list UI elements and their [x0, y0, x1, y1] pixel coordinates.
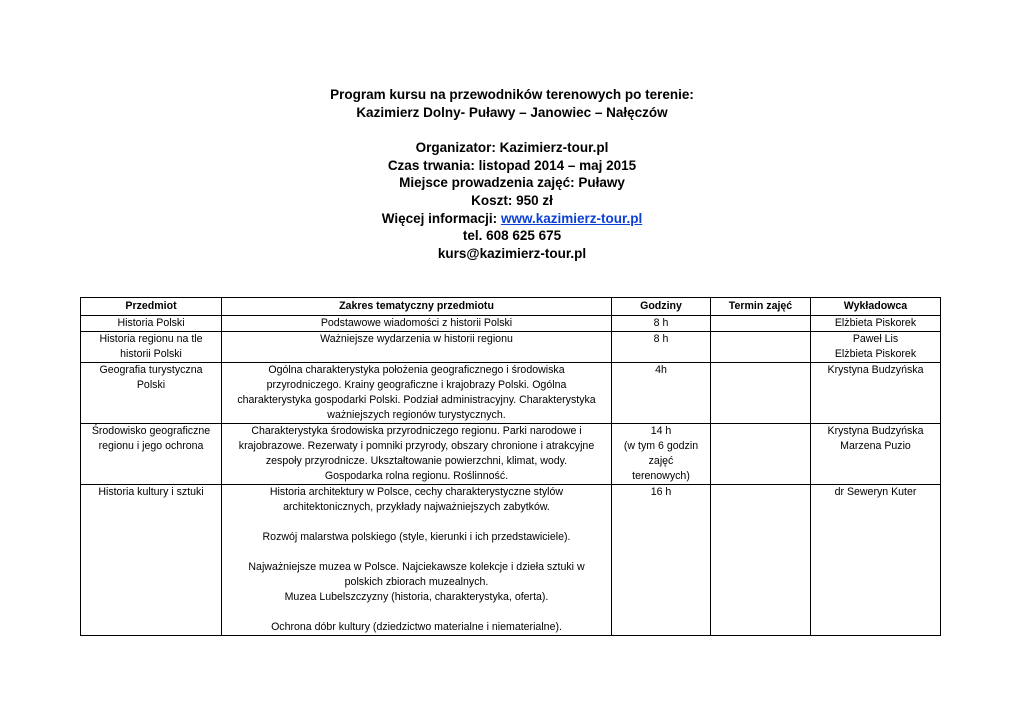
cell-scope	[222, 316, 612, 332]
table-row	[81, 424, 941, 485]
table-row	[81, 485, 941, 636]
cell-line: Polski	[136, 379, 166, 391]
course-program-table	[80, 297, 941, 636]
cell-line: przyrodniczego. Krainy geograficzne i krajobrazy Polski. Ogólna	[266, 379, 567, 391]
cell-line: dr Seweryn Kuter	[834, 486, 917, 498]
cell-line: Elżbieta Piskorek	[834, 317, 917, 329]
cell-line: 8 h	[653, 317, 669, 329]
col-header-hours: Godziny	[612, 298, 711, 316]
cell-line: Historia regionu na tle	[99, 333, 203, 345]
col-header-date: Termin zajęć	[711, 298, 811, 316]
cell-scope	[222, 363, 612, 424]
table-body	[81, 316, 941, 636]
cell-date	[711, 316, 811, 332]
cell-scope	[222, 424, 612, 485]
cell-line: (w tym 6 godzin	[623, 440, 699, 452]
cell-line: Podstawowe wiadomości z historii Polski	[320, 317, 513, 329]
cell-line: polskich zbiorach muzealnych.	[344, 576, 489, 588]
cell-line: Ogólna charakterystyka położenia geograficznego i środowiska	[268, 364, 565, 376]
cell-line: regionu i jego ochrona	[98, 440, 204, 452]
cell-line: 14 h	[650, 425, 672, 437]
col-header-subject: Przedmiot	[81, 298, 222, 316]
cell-line: Elżbieta Piskorek	[834, 348, 917, 360]
cell-line: Ochrona dóbr kultury (dziedzictwo materialne i niematerialne).	[271, 621, 562, 633]
cell-line: historii Polski	[120, 348, 182, 360]
more-info-label: Więcej informacji:	[381, 210, 501, 226]
cell-line: ważniejszych regionów turystycznych.	[327, 409, 506, 421]
duration: Czas trwania: listopad 2014 – maj 2015	[387, 157, 637, 173]
cell-line: Najważniejsze muzea w Polsce. Najciekawsze kolekcje i dzieła sztuki w	[248, 561, 585, 573]
table-row	[81, 332, 941, 363]
cell-hours	[612, 316, 711, 332]
cell-line: Charakterystyka środowiska przyrodniczego regionu. Parki narodowe i	[251, 425, 582, 437]
cell-line: Historia architektury w Polsce, cechy charakterystyczne stylów	[269, 486, 564, 498]
cell-line: Krystyna Budzyńska	[827, 364, 924, 376]
cell-lecturer	[811, 424, 941, 485]
cell-line: Rozwój malarstwa polskiego (style, kierunki i ich przedstawiciele).	[262, 531, 571, 543]
cell-date	[711, 485, 811, 636]
col-header-scope: Zakres tematyczny przedmiotu	[222, 298, 612, 316]
document-header	[0, 86, 1024, 262]
title-line-2: Kazimierz Dolny- Puławy – Janowiec – Nałęczów	[356, 104, 668, 120]
cell-line: 16 h	[650, 486, 672, 498]
title-line-1: Program kursu na przewodników terenowych po terenie:	[330, 87, 694, 102]
cell-line: Paweł Lis	[852, 333, 899, 345]
cell-line: 8 h	[653, 333, 669, 345]
cell-line: Muzea Lubelszczyzny (historia, charakterystyka, oferta).	[284, 591, 549, 603]
cell-line	[226, 515, 607, 530]
cost: Koszt: 950 zł	[471, 192, 553, 208]
cell-hours	[612, 363, 711, 424]
cell-line: Marzena Puzio	[840, 440, 911, 452]
col-header-lecturer: Wykładowca	[811, 298, 941, 316]
cell-line	[226, 545, 607, 560]
table-row	[81, 363, 941, 424]
cell-line: Ważniejsze wydarzenia w historii regionu	[320, 333, 513, 345]
cell-line: Krystyna Budzyńska	[827, 425, 924, 437]
cell-line: Gospodarka rolna regionu. Roślinność.	[324, 470, 509, 482]
cell-scope	[222, 332, 612, 363]
cell-date	[711, 332, 811, 363]
cell-subject	[81, 424, 222, 485]
cell-subject	[81, 332, 222, 363]
cell-line: zespoły przyrodnicze. Ukształtowanie powierzchni, klimat, wody.	[265, 455, 568, 467]
cell-subject	[81, 316, 222, 332]
cell-line: Historia Polski	[117, 317, 185, 329]
more-info	[0, 210, 1024, 228]
phone: tel. 608 625 675	[462, 228, 562, 244]
cell-date	[711, 363, 811, 424]
cell-subject	[81, 363, 222, 424]
table-header-row	[81, 298, 941, 316]
cell-subject	[81, 485, 222, 636]
organizer: Organizator: Kazimierz-tour.pl	[415, 140, 609, 156]
cell-lecturer	[811, 316, 941, 332]
cell-line: architektonicznych, przykłady najważniejszych zabytków.	[283, 501, 550, 513]
cell-line: terenowych)	[632, 470, 690, 482]
cell-date	[711, 424, 811, 485]
cell-hours	[612, 424, 711, 485]
cell-lecturer	[811, 485, 941, 636]
location: Miejsce prowadzenia zajęć: Puławy	[399, 175, 625, 191]
cell-hours	[612, 332, 711, 363]
cell-line: Środowisko geograficzne	[91, 425, 211, 437]
cell-line: 4h	[655, 364, 667, 376]
cell-line: zajęć	[648, 455, 674, 467]
cell-line	[226, 605, 607, 620]
cell-scope	[222, 485, 612, 636]
website-link[interactable]: www.kazimierz-tour.pl	[500, 210, 643, 226]
table-row	[81, 316, 941, 332]
cell-lecturer	[811, 363, 941, 424]
cell-line: Historia kultury i sztuki	[98, 486, 204, 498]
cell-hours	[612, 485, 711, 636]
cell-line: krajobrazowe. Rezerwaty i pomniki przyrody, obszary chronione i atrakcyjne	[238, 440, 595, 452]
cell-lecturer	[811, 332, 941, 363]
cell-line: Geografia turystyczna	[99, 364, 203, 376]
cell-line: charakterystyka gospodarki Polski. Podział administracyjny. Charakterystyka	[237, 394, 596, 406]
email: kurs@kazimierz-tour.pl	[437, 245, 587, 261]
